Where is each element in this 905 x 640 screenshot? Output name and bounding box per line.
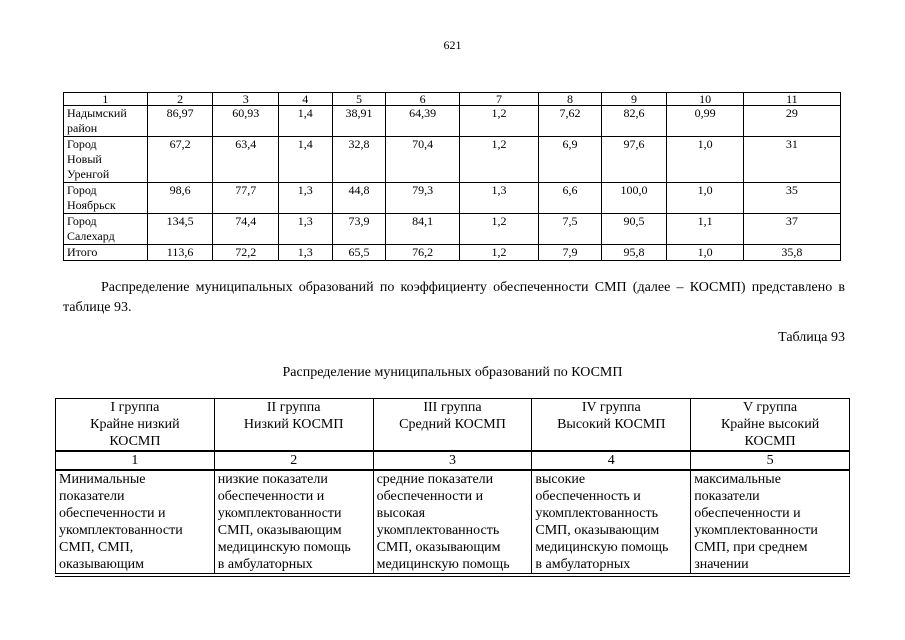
column-header: 9: [601, 93, 667, 106]
table-cell: 7,5: [539, 214, 602, 245]
table-cell: 1,2: [459, 245, 538, 261]
group-header: III группа Средний КОСМП: [373, 399, 532, 452]
table-cell: 84,1: [386, 214, 460, 245]
table-cell: 6,9: [539, 137, 602, 183]
column-header: 6: [386, 93, 460, 106]
group-description: Минимальные показатели обеспеченности и укомплектованности СМП, СМП, оказывающим: [56, 470, 215, 574]
table-cell: 82,6: [601, 106, 667, 137]
table-cell: 60,93: [213, 106, 279, 137]
table-cell: 77,7: [213, 183, 279, 214]
table-cell: 1,2: [459, 106, 538, 137]
table-cell: 1,1: [667, 214, 743, 245]
table-cell: 7,62: [539, 106, 602, 137]
row-name: Надымский район: [64, 106, 148, 137]
table-cell: 1,4: [279, 106, 333, 137]
column-header: 4: [279, 93, 333, 106]
group-description: максимальные показатели обеспеченности и укомплектованности СМП, при среднем значении: [691, 470, 850, 574]
table-cell: 97,6: [601, 137, 667, 183]
table-cell: 1,4: [279, 137, 333, 183]
table-cell: 32,8: [332, 137, 386, 183]
row-name: Город Салехард: [64, 214, 148, 245]
kosmp-groups-table: [55, 398, 850, 574]
table-cell: 1,3: [279, 245, 333, 261]
table-title: Распределение муниципальных образований по КОСМП: [282, 365, 623, 380]
table-cell: 1,3: [279, 183, 333, 214]
table-cell: 90,5: [601, 214, 667, 245]
body-paragraph: Распределение муниципальных образований по коэффициенту обеспеченности СМП (далее – КОСМП) представлено в таблице 93.: [63, 280, 845, 315]
column-number: 4: [532, 451, 691, 470]
table-cell: 1,2: [459, 214, 538, 245]
table-cell: 31: [743, 137, 840, 183]
group-header: IV группа Высокий КОСМП: [532, 399, 691, 452]
table-cell: 67,2: [147, 137, 213, 183]
table-cell: 38,91: [332, 106, 386, 137]
table-cell: 1,2: [459, 137, 538, 183]
table-cell: 1,3: [279, 214, 333, 245]
group-description: высокие обеспеченность и укомплектованность СМП, оказывающим медицинскую помощь в амбулаторных: [532, 470, 691, 574]
table-cell: 1,3: [459, 183, 538, 214]
column-number: 1: [56, 451, 215, 470]
table-number-row: [56, 451, 850, 470]
table-cell: 35: [743, 183, 840, 214]
row-name: Город Новый Уренгой: [64, 137, 148, 183]
table-cell: 79,3: [386, 183, 460, 214]
table-cell: 1,0: [667, 183, 743, 214]
table-bottom-border: [55, 576, 850, 577]
table-cell: 1,0: [667, 137, 743, 183]
table-cell: 73,9: [332, 214, 386, 245]
column-header: 3: [213, 93, 279, 106]
table-cell: 76,2: [386, 245, 460, 261]
group-description: низкие показатели обеспеченности и укомплектованности СМП, оказывающим медицинскую помощь в амбулаторных: [214, 470, 373, 574]
table-header-row: [56, 399, 850, 452]
column-header: 1: [64, 93, 148, 106]
column-header: 8: [539, 93, 602, 106]
table-cell: 70,4: [386, 137, 460, 183]
table-cell: 72,2: [213, 245, 279, 261]
group-header: V группа Крайне высокий КОСМП: [691, 399, 850, 452]
column-number: 3: [373, 451, 532, 470]
column-header: 2: [147, 93, 213, 106]
page-number: 621: [443, 38, 462, 52]
table-cell: 134,5: [147, 214, 213, 245]
table-cell: 29: [743, 106, 840, 137]
table-cell: 65,5: [332, 245, 386, 261]
table-cell: 63,4: [213, 137, 279, 183]
table-cell: 1,0: [667, 245, 743, 261]
table-cell: 95,8: [601, 245, 667, 261]
table-cell: 7,9: [539, 245, 602, 261]
table-cell: 86,97: [147, 106, 213, 137]
table-cell: 35,8: [743, 245, 840, 261]
table-cell: 44,8: [332, 183, 386, 214]
column-header: 5: [332, 93, 386, 106]
table-cell: 74,4: [213, 214, 279, 245]
table-cell: 98,6: [147, 183, 213, 214]
row-name: Итого: [64, 245, 148, 261]
column-number: 2: [214, 451, 373, 470]
table-cell: 37: [743, 214, 840, 245]
group-header: I группа Крайне низкий КОСМП: [56, 399, 215, 452]
table-cell: 0,99: [667, 106, 743, 137]
column-number: 5: [691, 451, 850, 470]
table-cell: 113,6: [147, 245, 213, 261]
row-name: Город Ноябрьск: [64, 183, 148, 214]
column-header: 11: [743, 93, 840, 106]
group-description: средние показатели обеспеченности и высокая укомплектованность СМП, оказывающим медицинскую помощь: [373, 470, 532, 574]
column-header: 10: [667, 93, 743, 106]
column-header: 7: [459, 93, 538, 106]
table-label: Таблица 93: [778, 330, 845, 345]
table-cell: 64,39: [386, 106, 460, 137]
group-header: II группа Низкий КОСМП: [214, 399, 373, 452]
table-cell: 100,0: [601, 183, 667, 214]
table-row: [56, 470, 850, 574]
table-cell: 6,6: [539, 183, 602, 214]
